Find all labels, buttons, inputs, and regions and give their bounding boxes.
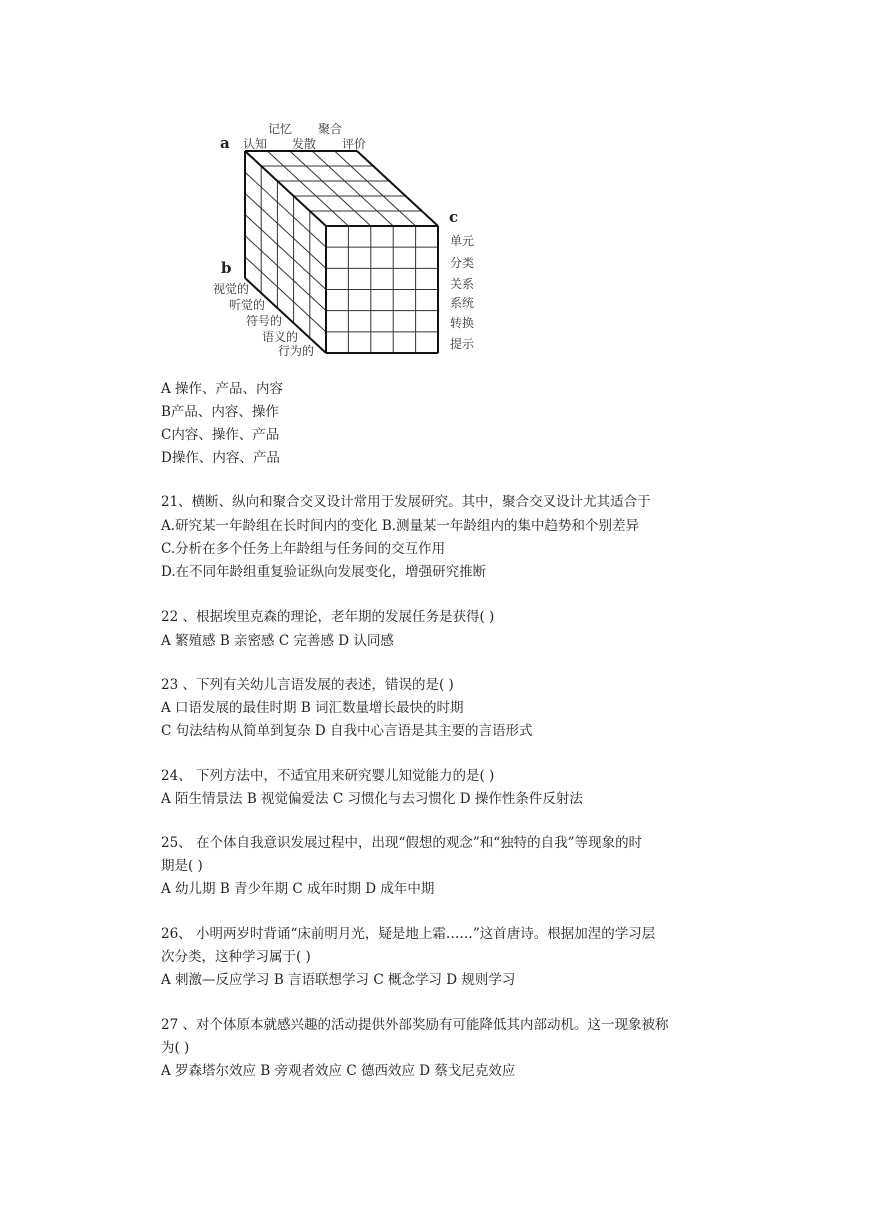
side-label-systems: 系统 [450,296,475,310]
top-grid-line [335,151,416,226]
side-label-units: 单元 [450,234,475,248]
question-25-stem-cont: 期是( ) [161,858,203,874]
side-label-classes: 分类 [450,256,475,270]
question-25-options: A 幼儿期 B 青少年期 C 成年时期 D 成年中期 [161,881,435,897]
top-grid-line [312,151,393,226]
structure-of-intellect-cube-diagram [0,0,869,360]
left-grid-line [245,215,326,290]
question-22-stem: 22 、根据埃里克森的理论，老年期的发展任务是获得( ) [161,609,495,625]
question-21-option-c: C.分析在多个任务上年龄组与任务间的交互作用 [161,541,446,557]
top-label-cognition: 认知 [243,137,268,151]
question-27-stem: 27 、对个体原本就感兴趣的活动提供外部奖励有可能降低其内部动机。这一现象被称 [161,1017,669,1033]
question-21-options-ab: A.研究某一年龄组在长时间内的变化 B.测量某一年龄组内的集中趋势和个别差异 [161,518,640,534]
question-23-stem: 23 、下列有关幼儿言语发展的表述，错误的是( ) [161,677,454,693]
corner-c-label: c [449,208,459,226]
top-grid-line [290,151,371,226]
cube-edge [245,151,326,226]
left-grid-line [245,172,326,247]
question-27-options: A 罗森塔尔效应 B 旁观者效应 C 德西效应 D 蔡戈尼克效应 [161,1063,516,1079]
option-line-a: A 操作、产品、内容 [161,381,284,397]
question-26-stem: 26、 小明两岁时背诵“床前明月光，疑是地上霜……”这首唐诗。根据加涅的学习层 [161,926,656,942]
question-26-stem-cont: 次分类，这种学习属于( ) [161,949,311,965]
side-label-symbolic: 符号的 [246,314,283,328]
option-line-c: C内容、操作、产品 [161,427,280,443]
left-grid-line [245,193,326,268]
top-label-memory: 记忆 [268,122,293,136]
question-23-options-ab: A 口语发展的最佳时期 B 词汇数量增长最快的时期 [161,700,464,716]
question-22-options: A 繁殖感 B 亲密感 C 完善感 D 认同感 [161,633,394,649]
question-27-stem-cont: 为( ) [161,1040,190,1056]
side-label-relations: 关系 [450,277,475,291]
question-25-stem: 25、 在个体自我意识发展过程中，出现“假想的观念”和“独特的自我”等现象的时 [161,835,643,851]
question-26-options: A 刺激—反应学习 B 言语联想学习 C 概念学习 D 规则学习 [161,972,516,988]
option-line-b: B产品、内容、操作 [161,404,279,420]
side-label-implications: 提示 [450,337,475,351]
cube-edge [357,151,438,226]
side-label-visual: 视觉的 [213,282,250,296]
question-21-option-d: D.在不同年龄组重复验证纵向发展变化，增强研究推断 [161,564,487,580]
corner-a-label: a [220,134,230,152]
side-label-semantic: 语义的 [262,330,299,344]
question-24-options: A 陌生情景法 B 视觉偏爱法 C 习惯化与去习惯化 D 操作性条件反射法 [161,791,583,807]
corner-b-label: b [221,259,232,277]
top-label-divergent: 发散 [292,137,317,151]
top-grid-line [267,151,348,226]
side-label-auditory: 听觉的 [229,298,266,312]
question-24-stem: 24、 下列方法中，不适宜用来研究婴儿知觉能力的是( ) [161,768,495,784]
top-label-convergent: 聚合 [318,122,343,136]
side-label-transformations: 转换 [450,316,475,330]
side-label-behavioral: 行为的 [278,344,315,358]
top-label-evaluation: 评价 [342,137,367,151]
question-21-stem: 21、横断、纵向和聚合交叉设计常用于发展研究。其中，聚合交叉设计尤其适合于 [161,494,651,510]
question-23-options-cd: C 句法结构从简单到复杂 D 自我中心言语是其主要的言语形式 [161,723,533,739]
option-line-d: D操作、内容、产品 [161,450,280,466]
